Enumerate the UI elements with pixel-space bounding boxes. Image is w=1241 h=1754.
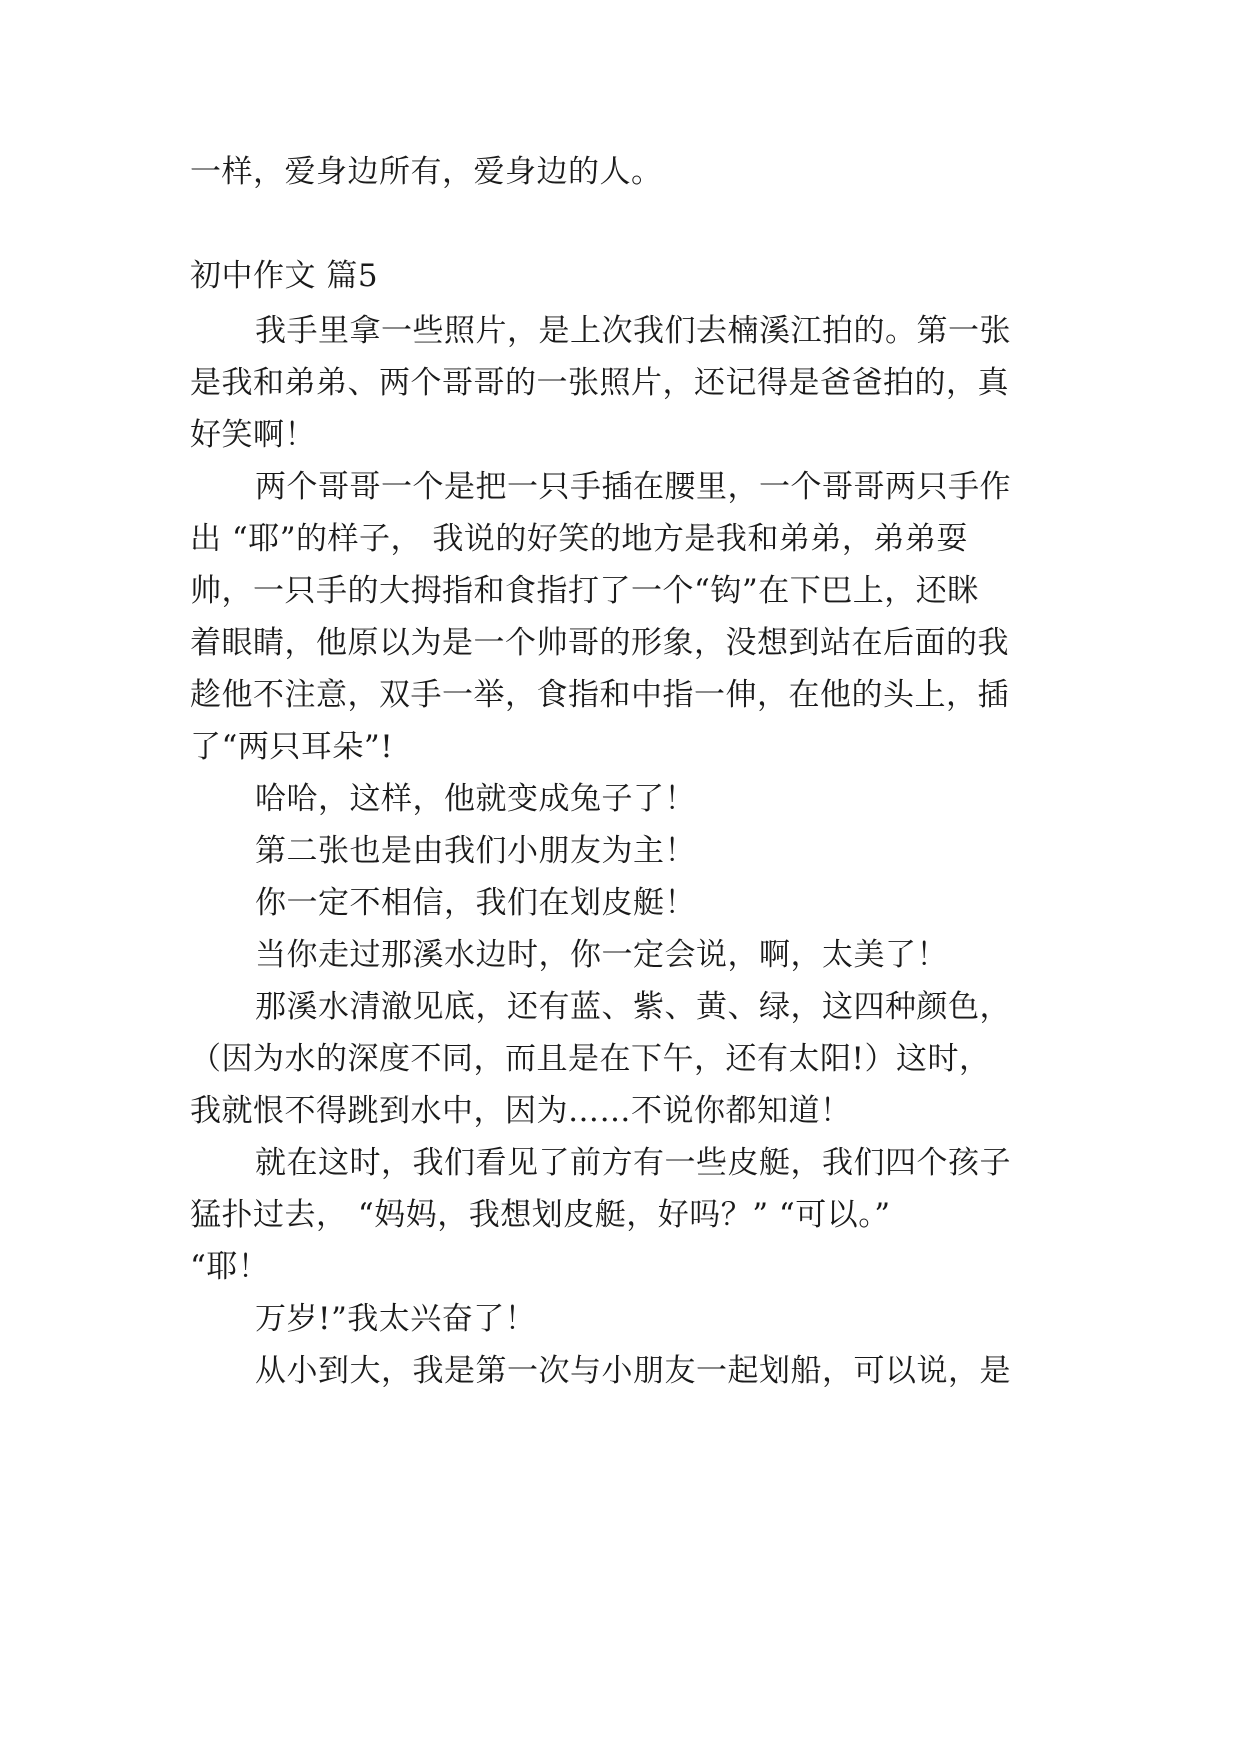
paragraph-line: 从小到大，我是第一次与小朋友一起划船，可以说，是 — [255, 1353, 1011, 1389]
carry-over-line: 一样，爱身边所有，爱身边的人。 — [190, 154, 663, 190]
paragraph-line: “耶！ — [190, 1249, 270, 1285]
paragraph-line: 第二张也是由我们小朋友为主！ — [255, 833, 696, 869]
paragraph-line: 着眼睛，他原以为是一个帅哥的形象，没想到站在后面的我 — [190, 625, 1009, 661]
paragraph-line: 猛扑过去， “妈妈，我想划皮艇，好吗？” “可以。” — [190, 1197, 891, 1233]
paragraph-line: （因为水的深度不同，而且是在下午，还有太阳!）这时， — [190, 1041, 991, 1077]
paragraph-line: 出 “耶”的样子， 我说的好笑的地方是我和弟弟，弟弟耍 — [190, 521, 968, 557]
paragraph-line: 帅，一只手的大拇指和食指打了一个“钩”在下巴上，还眯 — [190, 573, 979, 609]
paragraph-line: 好笑啊！ — [190, 417, 316, 453]
paragraph-line: 你一定不相信，我们在划皮艇！ — [255, 885, 696, 921]
paragraph-line: 那溪水清澈见底，还有蓝、紫、黄、绿，这四种颜色， — [255, 989, 1011, 1025]
paragraph-line: 两个哥哥一个是把一只手插在腰里，一个哥哥两只手作 — [255, 469, 1011, 505]
paragraph-line: 是我和弟弟、两个哥哥的一张照片，还记得是爸爸拍的，真 — [190, 365, 1009, 401]
paragraph-line: 就在这时，我们看见了前方有一些皮艇，我们四个孩子 — [255, 1145, 1011, 1181]
paragraph-line: 我手里拿一些照片，是上次我们去楠溪江拍的。第一张 — [255, 313, 1011, 349]
paragraph-line: 趁他不注意，双手一举，食指和中指一伸，在他的头上，插 — [190, 677, 1009, 713]
paragraph-line: 哈哈，这样，他就变成兔子了！ — [255, 781, 696, 817]
section-heading: 初中作文 篇5 — [190, 258, 379, 294]
paragraph-line: 我就恨不得跳到水中，因为……不说你都知道！ — [190, 1093, 852, 1129]
paragraph-line: 万岁!”我太兴奋了！ — [255, 1301, 537, 1337]
paragraph-line: 了“两只耳朵”! — [190, 729, 394, 765]
paragraph-line: 当你走过那溪水边时，你一定会说，啊，太美了！ — [255, 937, 948, 973]
